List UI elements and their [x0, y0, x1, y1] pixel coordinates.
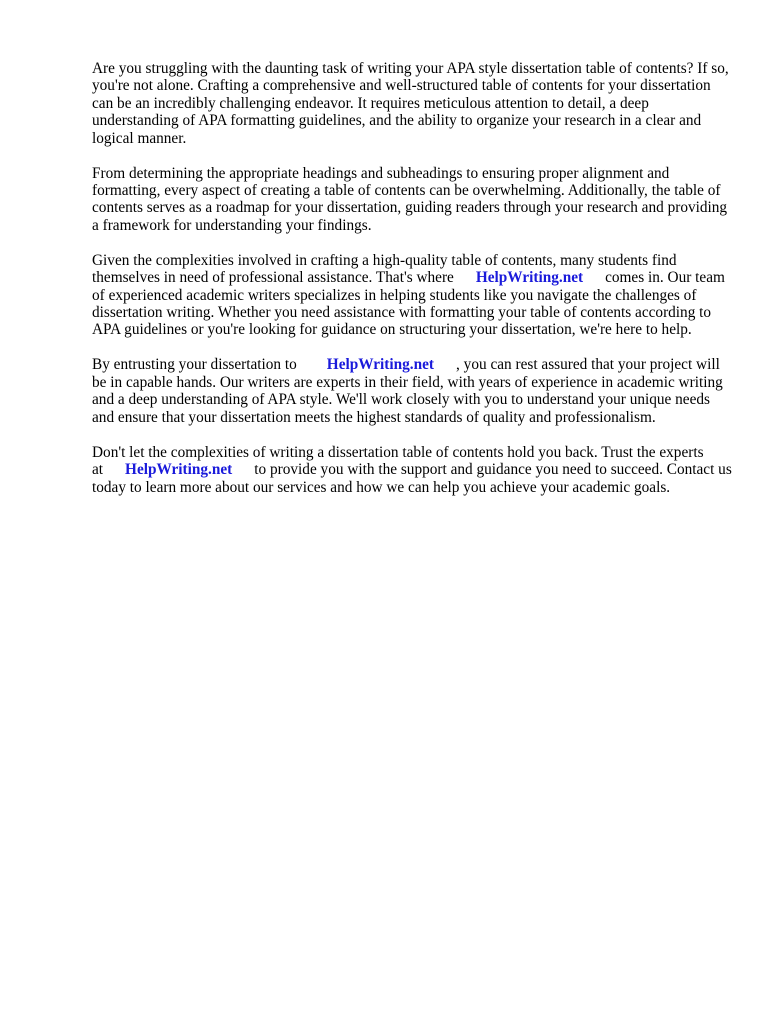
paragraph-intro: [92, 60, 732, 147]
paragraph-text: By entrusting your dissertation to: [92, 356, 297, 374]
paragraph-text: , you can rest assured that your project will be in capable hands. Our writers are experts in their field, with years of experience in academic writing and a deep understanding of APA style. We'll work closely with you to understand your unique needs and ensure that your dissertation meets the highest standards of quality and professionalism.: [92, 356, 723, 426]
paragraph-text: From determining the appropriate headings and subheadings to ensuring proper alignment and formatting, every aspect of creating a table of contents can be overwhelming. Additionally, the table of contents serves as a roadmap for your dissertation, guiding readers through your research and providing a framework for understanding your findings.: [92, 164, 728, 234]
paragraph-text: to provide you with the support and guidance you need to succeed. Contact us today to learn more about our services and how we can help you achieve your academic goals.: [92, 461, 732, 496]
document-page: [92, 60, 732, 514]
paragraph-text: comes in. Our team of experienced academic writers specializes in helping students like you navigate the challenges of dissertation writing. Whether you need assistance with formatting your table of contents according to APA guidelines or you're looking for guidance on structuring your dissertation, we're here to help.: [92, 269, 725, 339]
paragraph-entrusting: [92, 356, 732, 426]
paragraph-headings: [92, 165, 732, 235]
paragraph-call-to-action: [92, 444, 732, 496]
paragraph-text: Are you struggling with the daunting task of writing your APA style dissertation table of contents? If so, you're not alone. Crafting a comprehensive and well-structured table of contents for your dissertation can be an incredibly challenging endeavor. It requires meticulous attention to detail, a deep understanding of APA formatting guidelines, and the ability to organize your research in a clear and logical manner.: [92, 60, 729, 147]
paragraph-text: Given the complexities involved in crafting a high-quality table of contents, many students find themselves in need of professional assistance. That's where: [92, 251, 677, 287]
helpwriting-link[interactable]: HelpWriting.net: [125, 461, 233, 479]
helpwriting-link[interactable]: HelpWriting.net: [326, 356, 435, 374]
paragraph-assistance: [92, 252, 732, 339]
helpwriting-link[interactable]: HelpWriting.net: [475, 269, 584, 287]
paragraph-text: Don't let the complexities of writing a dissertation table of contents hold you back. Trust the experts at: [92, 443, 704, 479]
